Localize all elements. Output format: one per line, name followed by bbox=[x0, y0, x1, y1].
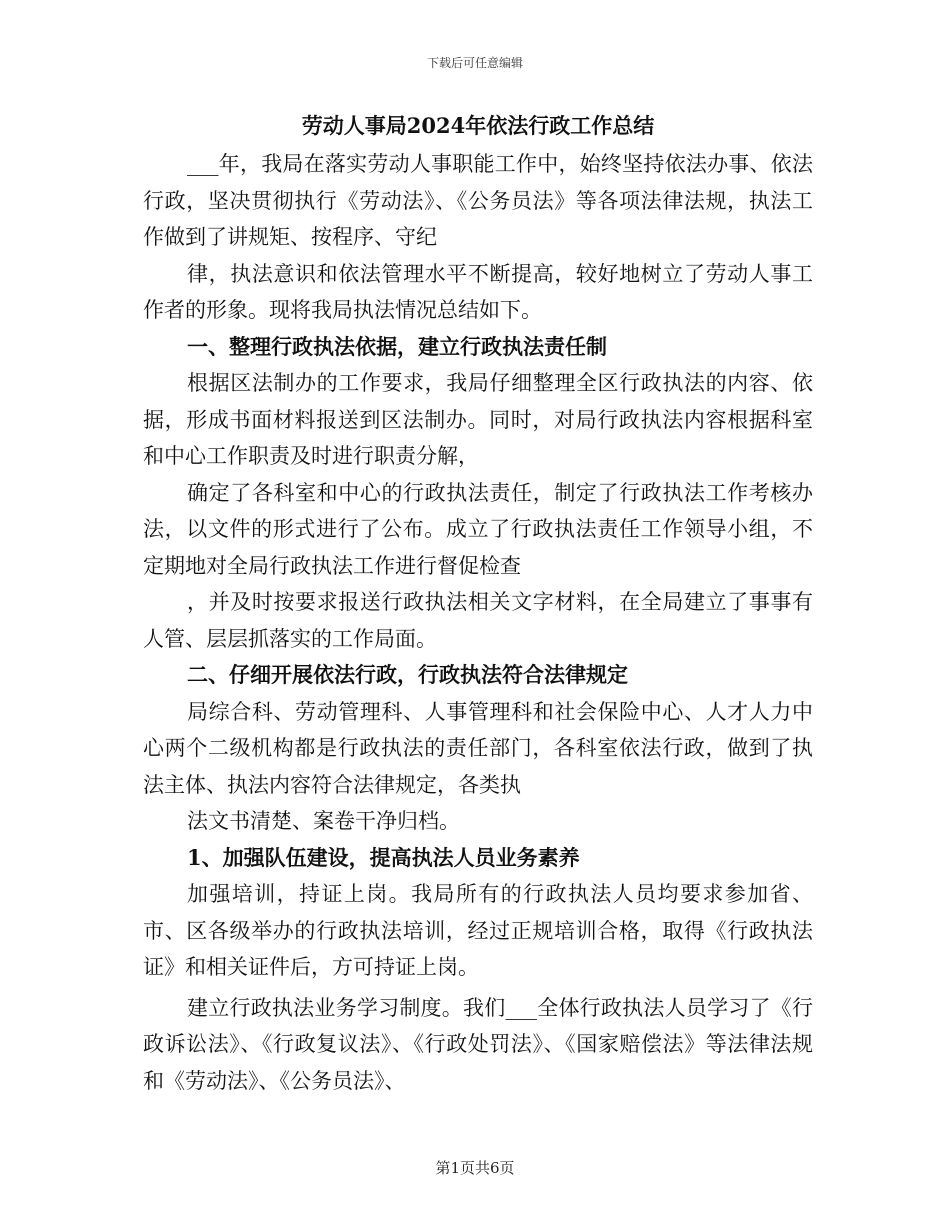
paragraph-7: 法文书清楚、案卷干净归档。 bbox=[187, 809, 460, 833]
paragraph-8: 加强培训，持证上岗。我局所有的行政执法人员均要求参加省、市、区各级举办的行政执法培训，经过正规培训合格，取得《行政执法证》和相关证件后，方可持证上岗。 bbox=[143, 882, 813, 979]
paragraph-2: 律，执法意识和依法管理水平不断提高，较好地树立了劳动人事工作者的形象。现将我局执法情况总结如下。 bbox=[143, 261, 813, 322]
subsection-heading-1: 1、加强队伍建设，提高执法人员业务素养 bbox=[187, 844, 580, 870]
document-title: 劳动人事局2024年依法行政工作总结 bbox=[301, 113, 655, 138]
paragraph-6: 局综合科、劳动管理科、人事管理科和社会保险中心、人才人力中心两个二级机构都是行政执法的责任部门，各科室依法行政，做到了执法主体、执法内容符合法律规定，各类执 bbox=[143, 699, 813, 797]
paragraph-4: 确定了各科室和中心的行政执法责任，制定了行政执法工作考核办法，以文件的形式进行了公布。成立了行政执法责任工作领导小组，不定期地对全局行政执法工作进行督促检查 bbox=[143, 480, 813, 578]
paragraph-3: 根据区法制办的工作要求，我局仔细整理全区行政执法的内容、依据，形成书面材料报送到区法制办。同时，对局行政执法内容根据科室和中心工作职责及时进行职责分解， bbox=[143, 371, 813, 468]
paragraph-1: ___年，我局在落实劳动人事职能工作中，始终坚持依法办事、依法行政，坚决贯彻执行《劳动法》、《公务员法》等各项法律法规，执法工作做到了讲规矩、按程序、守纪 bbox=[143, 152, 813, 249]
paragraph-5: ，并及时按要求报送行政执法相关文字材料，在全局建立了事事有人管、层层抓落实的工作局面。 bbox=[143, 590, 813, 651]
section-heading-2: 二、仔细开展依法行政，行政执法符合法律规定 bbox=[187, 662, 628, 687]
page-header-note: 下载后可任意编辑 bbox=[426, 56, 523, 70]
page-number-footer: 第1页共6页 bbox=[435, 1159, 515, 1177]
paragraph-9: 建立行政执法业务学习制度。我们___全体行政执法人员学习了《行政诉讼法》、《行政复议法》、《行政处罚法》、《国家赔偿法》等法律法规和《劳动法》、《公务员法》、 bbox=[143, 995, 813, 1093]
section-heading-1: 一、整理行政执法依据，建立行政执法责任制 bbox=[187, 333, 607, 359]
document-body bbox=[143, 106, 813, 1099]
